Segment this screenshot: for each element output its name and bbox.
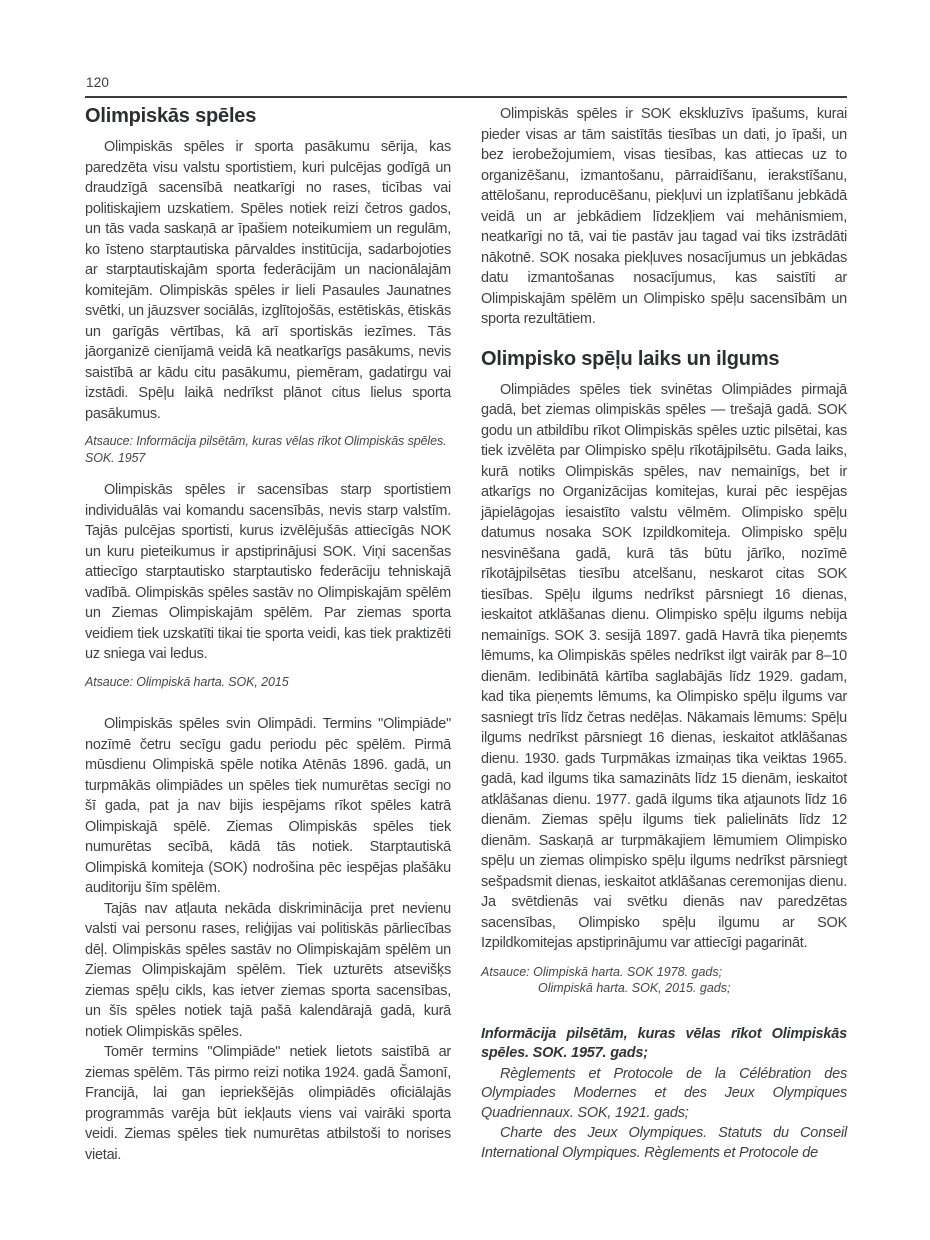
reference-note: Atsauce: Olimpiskā harta. SOK, 2015: [85, 674, 289, 689]
page-number: 120: [86, 75, 110, 90]
reference-note: Atsauce: Informācija pilsētām, kuras vēlas rīkot Olimpiskās spēles. SOK. 1957: [85, 434, 447, 465]
reference-line: Atsauce: Olimpiskā harta. SOK 1978. gads;: [481, 964, 723, 979]
right-column: [481, 104, 847, 1165]
paragraph: Olimpiskās spēles ir SOK ekskluzīvs īpašums, kurai pieder visas ar tām saistītās tiesības un dati, jo īpaši, un bez ierobežojumiem, visas tiesības, kas attiecas uz to organizēšanu, izmantošanu, pārraidīšanu, ierakstīšanu, attēlošanu, reproducēšanu, piekļuvi un izplatīšanu jebkādā veidā un ar jebkādiem līdzekļiem vai mehānismiem, neatkarīgi no tā, vai tie pastāv jau tagad vai tiks izstrādāti nākotnē. SOK nosaka piekļuves nosacījumus un jebkādas datu izmantošanas nosacījumus, kas saistīti ar Olimpiskajām spēlēm un Olimpisko spēļu sacensībām un sporta rezultātiem.: [481, 106, 847, 327]
paragraph: Olimpiādes spēles tiek svinētas Olimpiādes pirmajā gadā, bet ziemas olimpiskās spēles — trešajā gadā. SOK godu un atbildību rīkot Olimpiskās spēles uztic pilsētai, kas tiek izvēlēta par Olimpisko spēļu rīkotājpilsētu. Gada laiks, kurā notiks Olimpiskās spēles, nav nemainīgs, bet ir atkarīgs no Organizācijas komitejas, kurai pēc iespējas jāpielāgojas iesaistīto valstu vēlmēm. Olimpisko spēļu datumus nosaka SOK Izpildkomiteja. Olimpisko spēļu nesvinēšana gadā, kurā tās būtu jārīko, nozīmē rīkotājpilsētas tiesību atcelšanu, neskarot citas SOK tiesības. Spēļu ilgums nedrīkst pārsniegt 16 dienas, ieskaitot atklāšanas dienu. Olimpisko spēļu ilgums nebija nemainīgs. SOK 3. sesijā 1897. gadā Havrā tika pieņemts lēmums, ka Olimpiskās spēles nedrīkst ilgt vairāk par 8–10 dienām. Iedibinātā kārtība saglabājās līdz 1929. gadam, kad tika pieņemts lēmums, ka Olimpisko spēļu ilgums var sasniegt trīs līdz četras nedēļas. Nākamais lēmums: Spēļu ilgums nedrīkst pārsniegt 16 dienas, ieskaitot atklāšanas dienu. 1930. gads Turpmākas izmaiņas tika veiktas 1965. gadā, kad ilgums tika samazināts līdz 15 dienām, ieskaitot atklāšanas dienu. 1977. gadā ilgums tika atjaunots līdz 16 dienām. Ziemas spēļu ilgums tiek palielināts līdz 12 dienām. Saskaņā ar turpmākajiem lēmumiem Olimpisko spēļu un ziemas olimpisko spēļu ilgums nedrīkst pārsniegt sešpadsmit dienas, ieskaitot atklāšanas ceremonijas dienu. Ja svētdienās vai svētku dienās nav paredzētas sacensības, Olimpisko spēļu ilgumu ar SOK Izpildkomitejas apstiprinājumu var attiecīgi pagarināt.: [481, 381, 847, 951]
paragraph: Olimpiskās spēles ir sacensības starp sportistiem individuālās vai komandu sacensībās, nevis starp valstīm. Tajās pulcējas sportisti, kurus izvēlējušās attiecīgās NOK un kuru pieteikumus ir apstiprinājusi SOK. Viņi sacenšas attiecīgo starptautisko starptautisko federāciju tehniskajā vadībā. Olimpiskās spēles sastāv no Olimpiskajām spēlēm un Ziemas Olimpiskajām spēlēm. Par ziemas sporta veidiem tiek uzskatīti tikai tie sporta veidi, kas tiek praktizēti uz sniega vai ledus.: [85, 482, 451, 662]
bibliography-block: [481, 1025, 847, 1164]
section-heading-olimpisko-spelu-laiks: Olimpisko spēļu laiks un ilgums: [481, 347, 780, 370]
header-rule-divider: [85, 96, 847, 98]
bibliography-entry: Charte des Jeux Olympiques. Statuts du Conseil International Olympiques. Règlements et Protocole de: [481, 1125, 847, 1161]
paragraph: Olimpiskās spēles svin Olimpādi. Termins "Olimpiāde" nozīmē četru secīgu gadu periodu pēc spēlēm. Pirmā mūsdienu Olimpiskā spēle notika Atēnās 1896. gadā, un turpmākās olimpiādes un spēles tiek numurētas secīgi no šī gada, pat ja nav bijis iespējams rīkot spēles katrā Olimpiskajā spēlē. Ziemas Olimpiskās spēles tiek numurētas secībā, kādā tās notiek. Starptautiskā Olimpiskā komiteja (SOK) nodrošina pēc iespējas plašāku auditoriju šīm spēlēm.: [85, 716, 451, 896]
paragraph: Tajās nav atļauta nekāda diskriminācija pret nevienu valsti vai personu rases, reliģijas vai politiskās pārliecības dēļ. Olimpiskās spēles sastāv no Olimpiskajām spēlēm un Ziemas Olimpiskajām spēlēm. Tiek uzturēts atsevišķs ziemas spēļu cikls, kas ietver ziemas sporta sacensības, un šīs spēles notiek tajā pašā kalendārajā gadā, kurā notiek Olimpiskās spēles.: [85, 900, 451, 1040]
paragraph: Olimpiskās spēles ir sporta pasākumu sērija, kas paredzēta visu valstu sportistiem, kuri pulcējas godīgā un draudzīgā sacensībā neatkarīgi no rases, ticības vai politiskajiem uzskatiem. Spēles notiek reizi četros gados, un tās vada saskaņā ar īpašiem noteikumiem un regulām, ko īsteno starptautiska pārvaldes institūcija, sadarbojoties ar starptautiskajām sporta federācijām un nacionālajām komitejām. Olimpiskās spēles ir lieli Pasaules Jaunatnes svētki, un jāuzsver sociālās, izglītojošās, estētiskās, ētiskās un garīgās vērtības, kā arī sportiskās iezīmes. Tās jāorganizē cienījamā veidā kā neatkarīgs pasākums, nevis saistībā ar kādu citu pasākumu, piemēram, gadatirgu vai izstādi. Spēļu laikā nedrīkst plānot citus lielus sporta pasākumus.: [85, 139, 451, 422]
two-column-layout: [85, 104, 847, 1165]
left-column: [85, 104, 451, 1165]
reference-note: [481, 964, 847, 997]
paragraph: Tomēr termins "Olimpiāde" netiek lietots saistībā ar ziemas spēlēm. Tās pirmo reizi notika 1924. gadā Šamonī, Francijā, lai gan iepriekšējās olimpiādēs oficiālajās programmās varēja būt iekļauts viens vai vairāki sporta veidi. Ziemas spēles tiek numurētas atbilstoši to norises vietai.: [85, 1044, 451, 1163]
section-heading-olimpiskas-speles: Olimpiskās spēles: [85, 105, 257, 127]
bibliography-entry: Règlements et Protocole de la Célébration des Olympiades Modernes et des Jeux Olympiques Quadriennaux. SOK, 1921. gads;: [481, 1065, 847, 1121]
reference-line: Olimpiskā harta. SOK, 2015. gads;: [538, 981, 731, 995]
bibliography-entry: Informācija pilsētām, kuras vēlas rīkot Olimpiskās spēles. SOK. 1957. gads;: [481, 1025, 847, 1061]
